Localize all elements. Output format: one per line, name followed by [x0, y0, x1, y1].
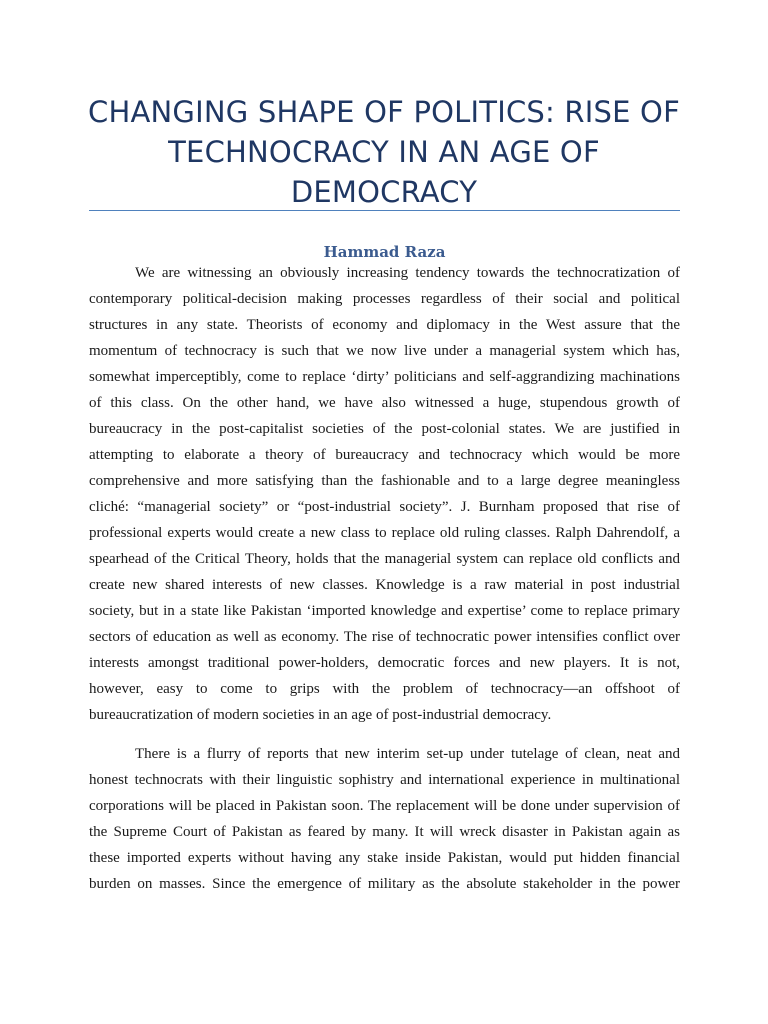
body-line: the Supreme Court of Pakistan as feared by many. It will wreck disaster in Pakistan again as	[89, 824, 680, 840]
body-line: There is a flurry of reports that new interim set-up under tutelage of clean, neat and	[135, 746, 680, 762]
body-line: society, but in a state like Pakistan ‘imported knowledge and expertise’ come to replace primary	[89, 603, 680, 619]
body-line: comprehensive and more satisfying than the fashionable and to a large degree meaningless	[89, 473, 680, 489]
body-line: of this class. On the other hand, we have also witnessed a huge, stupendous growth of	[89, 395, 680, 411]
body-line: somewhat imperceptibly, come to replace ‘dirty’ politicians and self-aggrandizing machinations	[89, 369, 680, 385]
body-line: bureaucratization of modern societies in an age of post-industrial democracy.	[89, 707, 552, 723]
document-title	[70, 92, 698, 212]
body-line: interests amongst traditional power-holders, democratic forces and new players. It is not,	[89, 655, 680, 671]
body-line: bureaucracy in the post-capitalist societies of the post-colonial states. We are justified in	[89, 421, 680, 437]
body-line: professional experts would create a new class to replace old ruling classes. Ralph Dahrendolf, a	[89, 525, 680, 541]
title-underline	[89, 210, 680, 211]
body-line: contemporary political-decision making processes regardless of their social and political	[89, 291, 680, 307]
body-line: these imported experts without having any stake inside Pakistan, would put hidden financial	[89, 850, 680, 866]
author-name: Hammad Raza	[323, 243, 446, 261]
body-line: burden on masses. Since the emergence of military as the absolute stakeholder in the power	[89, 876, 680, 892]
body-line: spearhead of the Critical Theory, holds that the managerial system can replace old conflicts and	[89, 551, 680, 567]
body-line: honest technocrats with their linguistic sophistry and international experience in multinational	[89, 772, 680, 788]
title-line: DEMOCRACY	[290, 175, 478, 209]
body-line: create new shared interests of new classes. Knowledge is a raw material in post industrial	[89, 577, 680, 593]
title-line: CHANGING SHAPE OF POLITICS: RISE OF	[88, 95, 680, 129]
title-line: TECHNOCRACY IN AN AGE OF	[168, 135, 600, 169]
body-line: however, easy to come to grips with the problem of technocracy—an offshoot of	[89, 681, 680, 697]
body-line: cliché: “managerial society” or “post-industrial society”. J. Burnham proposed that rise of	[89, 499, 680, 515]
body-line: attempting to elaborate a theory of bureaucracy and technocracy which would be more	[89, 447, 680, 463]
body-line: We are witnessing an obviously increasing tendency towards the technocratization of	[135, 265, 680, 281]
body-line: momentum of technocracy is such that we now live under a managerial system which has,	[89, 343, 680, 359]
body-line: corporations will be placed in Pakistan soon. The replacement will be done under supervision of	[89, 798, 680, 814]
body-line: structures in any state. Theorists of economy and diplomacy in the West assure that the	[89, 317, 680, 333]
body-line: sectors of education as well as economy. The rise of technocratic power intensifies conflict over	[89, 629, 680, 645]
